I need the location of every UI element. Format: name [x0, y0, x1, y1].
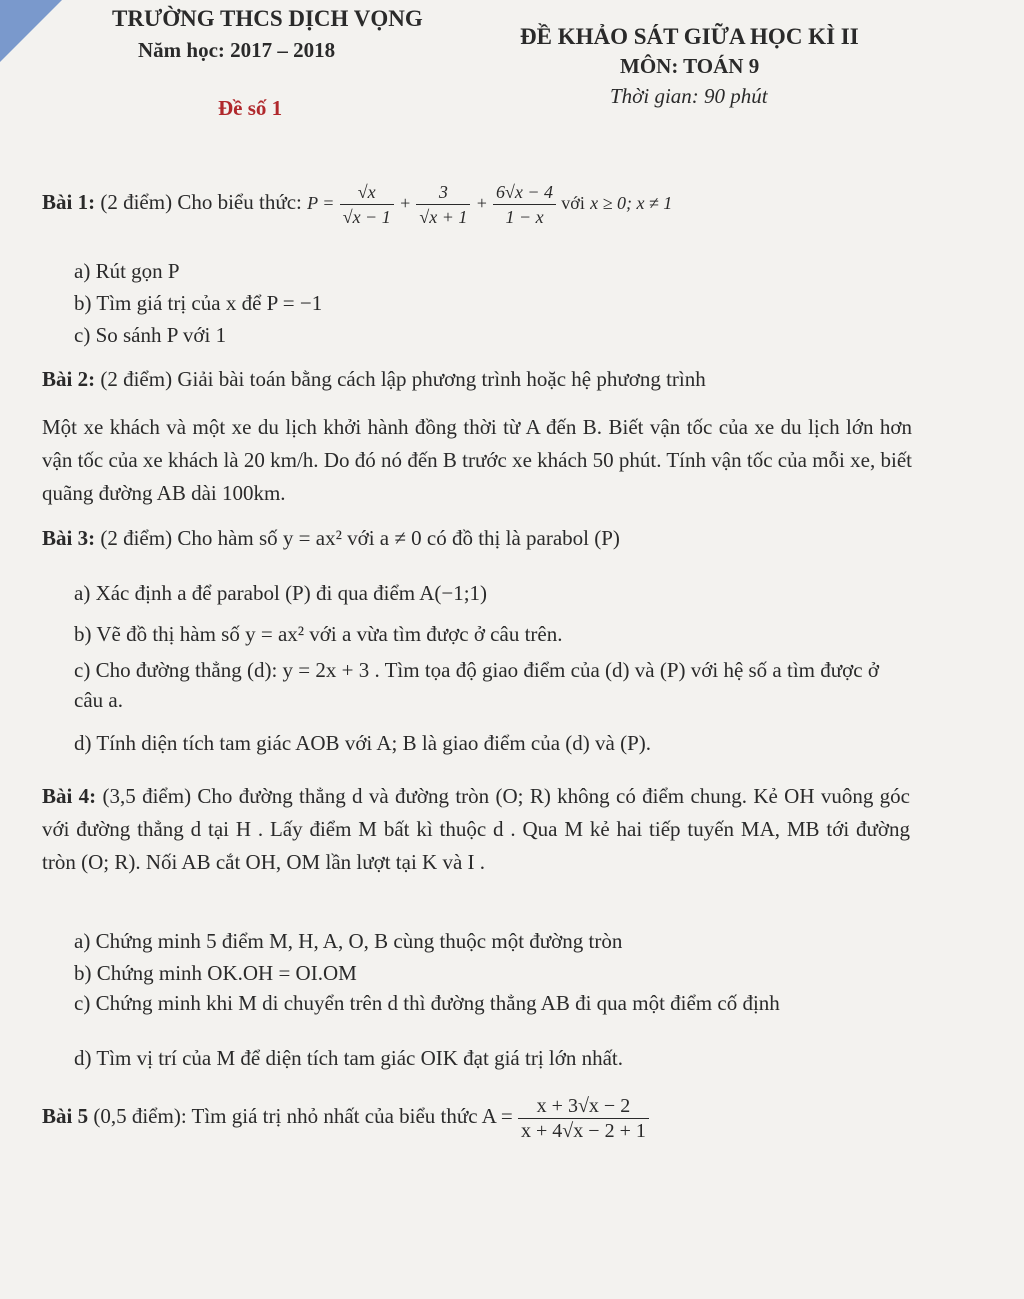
bai3-item-d: d) Tính diện tích tam giác AOB với A; B là giao điểm của (d) và (P). — [74, 731, 652, 755]
bai1-condition: x ≥ 0; x ≠ 1 — [590, 193, 673, 213]
bai4-label: Bài 4: — [42, 784, 97, 808]
page-corner-fold — [0, 0, 62, 62]
exam-time: Thời gian: 90 phút — [610, 84, 768, 108]
bai3-item-b: b) Vẽ đồ thị hàm số y = ax² với a vừa tìm được ở câu trên. — [74, 622, 563, 646]
bai5-statement — [42, 1086, 649, 1146]
bai4-item-d: d) Tìm vị trí của M để diện tích tam giác OIK đạt giá trị lớn nhất. — [74, 1046, 623, 1070]
bai1-f1-num: √x — [340, 180, 394, 205]
bai1-f3-den: 1 − x — [505, 206, 544, 227]
bai1-f3-num: 6√x − 4 — [493, 180, 556, 205]
bai1-fraction-3 — [493, 180, 556, 229]
bai2-intro: (2 điểm) Giải bài toán bằng cách lập phương trình hoặc hệ phương trình — [100, 367, 706, 391]
bai1-fraction-2 — [416, 180, 470, 229]
bai4-item-b: b) Chứng minh OK.OH = OI.OM — [74, 961, 357, 985]
bai1-f1-den: √x − 1 — [342, 206, 391, 227]
bai3-item-c: c) Cho đường thẳng (d): y = 2x + 3 . Tìm tọa độ giao điểm của (d) và (P) với hệ số a tìm được ở câu a. — [74, 658, 879, 712]
bai5-den: x + 4√x − 2 + 1 — [521, 1119, 646, 1142]
exam-code: Đề số 1 — [218, 96, 283, 120]
exam-title: ĐỀ KHẢO SÁT GIỮA HỌC KÌ II — [520, 24, 859, 49]
bai3-label: Bài 3: — [42, 526, 96, 550]
bai5-num: x + 3√x − 2 — [518, 1094, 649, 1119]
bai1-intro: (2 điểm) Cho biểu thức: — [100, 190, 302, 214]
bai1-fraction-1 — [340, 180, 394, 229]
bai5-fraction — [518, 1094, 649, 1143]
bai1-f2-num: 3 — [416, 180, 470, 205]
bai2-label: Bài 2: — [42, 367, 96, 391]
bai1-label: Bài 1: — [42, 190, 96, 214]
bai4-item-c: c) Chứng minh khi M di chuyển trên d thì đường thẳng AB đi qua một điểm cố định — [74, 991, 780, 1015]
bai2-heading — [42, 367, 706, 392]
bai2-body: Một xe khách và một xe du lịch khởi hành đồng thời từ A đến B. Biết vận tốc của xe du lịch lớn hơn vận tốc của xe khách là 20 km/h. Do đó nó đến B trước xe khách 50 phút. Tính vận tốc của mỗi xe, biết quãng đường AB dài 100km. — [42, 415, 912, 505]
bai4-statement — [42, 780, 910, 879]
bai1-voi: với — [561, 193, 585, 213]
bai1-item-a: a) Rút gọn P — [74, 259, 180, 283]
plus-sign: + — [398, 193, 412, 213]
bai3-heading — [42, 526, 620, 551]
bai1-statement — [42, 172, 672, 233]
bai5-A-eq: A = — [481, 1104, 513, 1128]
school-year: Năm học: 2017 – 2018 — [138, 38, 336, 62]
bai1-item-c: c) So sánh P với 1 — [74, 323, 227, 347]
bai4-intro: (3,5 điểm) Cho đường thẳng d và đường tròn (O; R) không có điểm chung. Kẻ OH vuông góc với đường thẳng d tại H . Lấy điểm M bất kì thuộc d . Qua M kẻ hai tiếp tuyến MA, MB tới đường tròn (O; R). Nối AB cắt OH, OM lần lượt tại K và I . — [42, 784, 911, 874]
bai5-label: Bài 5 — [42, 1104, 89, 1128]
plus-sign: + — [475, 193, 488, 213]
bai5-intro: (0,5 điểm): Tìm giá trị nhỏ nhất của biểu thức — [93, 1104, 478, 1128]
bai3-item-a: a) Xác định a để parabol (P) đi qua điểm A(−1;1) — [74, 581, 488, 605]
bai1-item-b: b) Tìm giá trị của x để P = −1 — [74, 291, 323, 315]
exam-subject: MÔN: TOÁN 9 — [620, 54, 760, 78]
bai4-item-a: a) Chứng minh 5 điểm M, H, A, O, B cùng thuộc một đường tròn — [74, 929, 623, 953]
bai1-P-eq: P = — [307, 193, 335, 213]
school-name: TRƯỜNG THCS DỊCH VỌNG — [112, 6, 423, 31]
bai3-intro: (2 điểm) Cho hàm số y = ax² với a ≠ 0 có đồ thị là parabol (P) — [100, 526, 620, 550]
bai1-f2-den: √x + 1 — [419, 206, 468, 227]
